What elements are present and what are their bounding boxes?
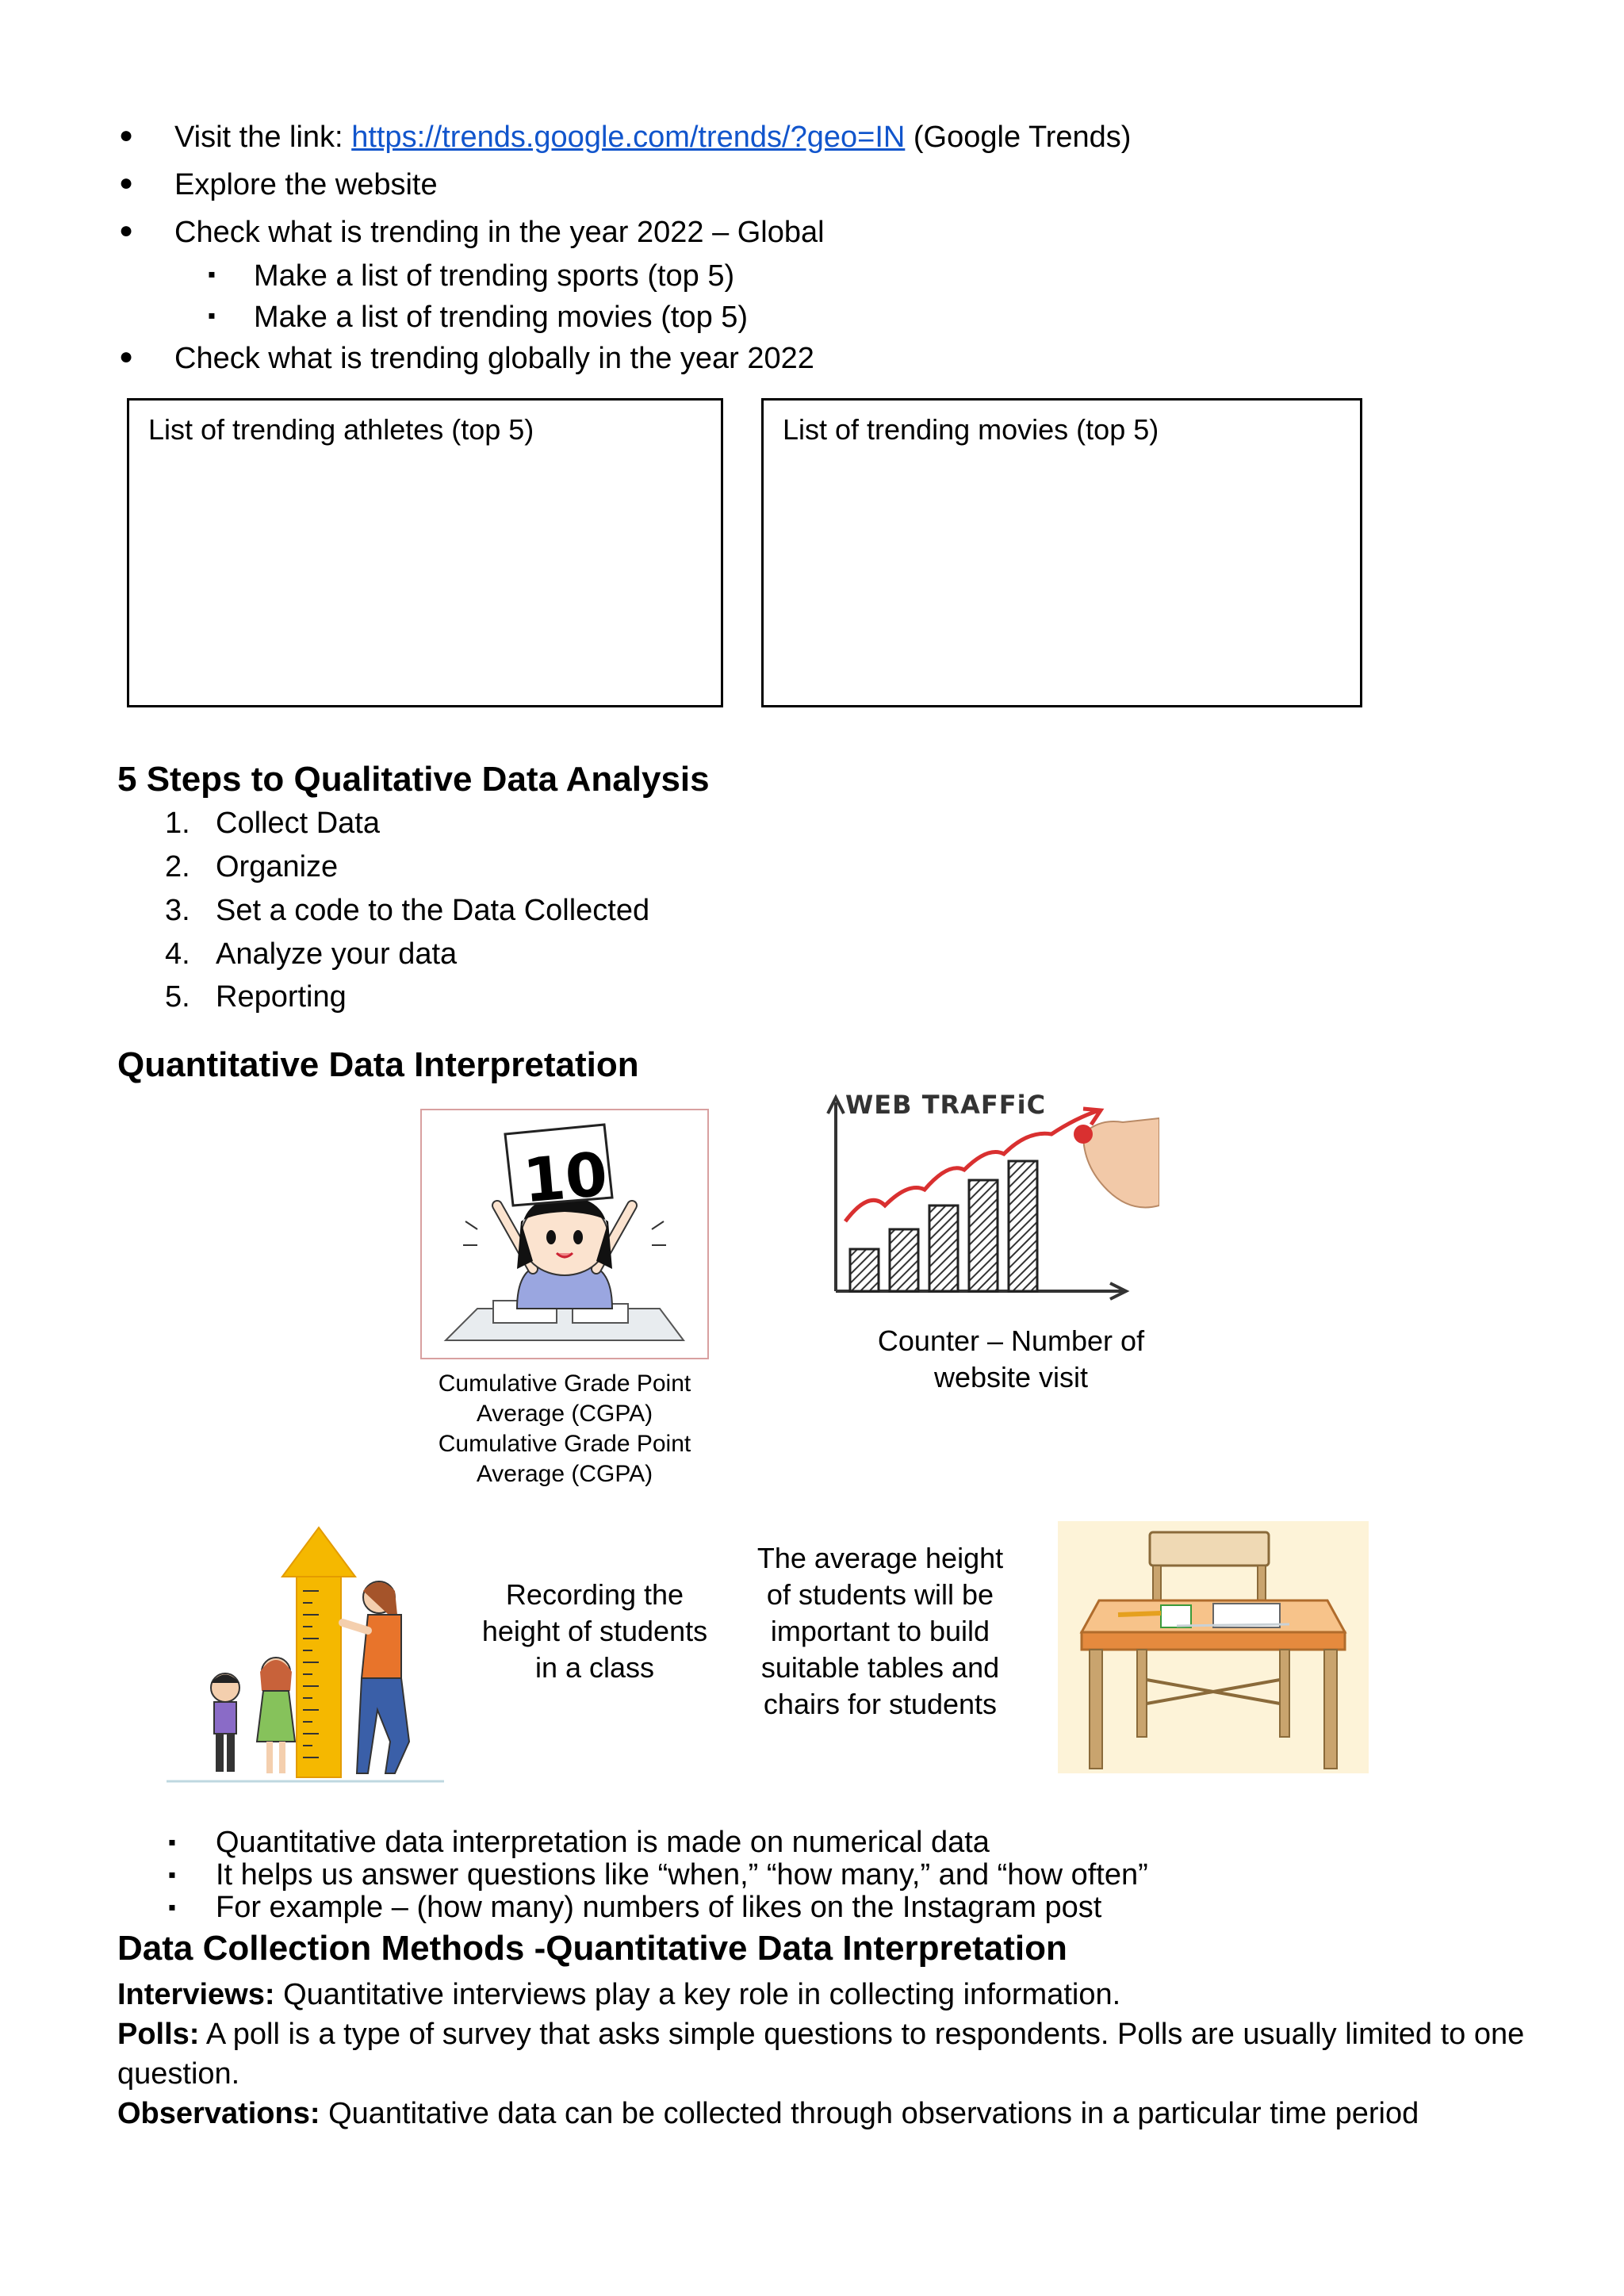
height-caption-line: Recording the xyxy=(505,1578,684,1611)
counter-caption xyxy=(841,1323,1182,1396)
height-measuring-illustration xyxy=(163,1504,447,1789)
methods-heading: Data Collection Methods -Quantitative Data Interpretation xyxy=(117,1929,1067,1968)
square-bullet: ▪ xyxy=(168,1830,176,1854)
bullet-dot: ● xyxy=(119,217,134,243)
step-item: Reporting xyxy=(216,980,347,1014)
cgpa-caption-line: Average (CGPA) xyxy=(476,1461,653,1487)
height-caption-line: in a class xyxy=(534,1651,655,1684)
step-item: Set a code to the Data Collected xyxy=(216,894,650,927)
movies-box-label: List of trending movies (top 5) xyxy=(783,413,1159,446)
height-measurement-image xyxy=(163,1504,447,1789)
square-bullet: ▪ xyxy=(168,1895,176,1919)
sub-bullet-sports: Make a list of trending sports (top 5) xyxy=(254,259,735,293)
polls-text: A poll is a type of survey that asks simple questions to respondents. Polls are usually limited to one question. xyxy=(117,2018,1525,2091)
school-desk-image xyxy=(1058,1521,1369,1773)
web-traffic-chart-image xyxy=(822,1087,1159,1309)
step-number: 2. xyxy=(165,850,190,884)
athletes-answer-box[interactable] xyxy=(127,398,723,707)
quantitative-heading: Quantitative Data Interpretation xyxy=(117,1045,639,1084)
bullet-explore: Explore the website xyxy=(174,168,438,201)
step-number: 1. xyxy=(165,807,190,840)
quantitative-point: For example – (how many) numbers of likes on the Instagram post xyxy=(216,1891,1102,1924)
height-caption xyxy=(468,1577,722,1686)
web-traffic-illustration xyxy=(822,1087,1159,1309)
sub-bullet-movies: Make a list of trending movies (top 5) xyxy=(254,301,749,334)
step-number: 4. xyxy=(165,937,190,971)
observations-text: Quantitative data can be collected through observations in a particular time period xyxy=(320,2097,1419,2130)
interviews-paragraph xyxy=(117,1975,1529,2014)
quantitative-point: Quantitative data interpretation is made on numerical data xyxy=(216,1826,990,1859)
step-item: Collect Data xyxy=(216,807,380,840)
step-number: 5. xyxy=(165,980,190,1014)
bullet-visit-link xyxy=(174,119,1131,157)
cgpa-illustration xyxy=(420,1109,709,1359)
bullet-dot: ● xyxy=(119,170,134,196)
square-bullet: ▪ xyxy=(208,303,216,328)
google-trends-link[interactable]: https://trends.google.com/trends/?geo=IN xyxy=(351,121,906,154)
card-number: 10 xyxy=(520,1138,611,1217)
square-bullet: ▪ xyxy=(168,1862,176,1887)
movies-answer-box[interactable] xyxy=(761,398,1362,707)
visit-prefix: Visit the link: xyxy=(174,121,352,154)
interviews-label: Interviews: xyxy=(117,1978,275,2011)
height-caption-line: height of students xyxy=(481,1615,708,1647)
cgpa-caption-line: Cumulative Grade Point xyxy=(438,1370,691,1397)
step-item: Organize xyxy=(216,850,339,884)
athletes-box-label: List of trending athletes (top 5) xyxy=(148,413,534,446)
qualitative-heading: 5 Steps to Qualitative Data Analysis xyxy=(117,760,710,799)
average-height-caption-line: The average height xyxy=(756,1542,1004,1574)
desk-chair-illustration xyxy=(1058,1521,1369,1773)
interviews-text: Quantitative interviews play a key role in collecting information. xyxy=(274,1978,1121,2011)
visit-suffix: (Google Trends) xyxy=(905,121,1132,154)
quantitative-point: It helps us answer questions like “when,” “how many,” and “how often” xyxy=(216,1858,1148,1892)
average-height-caption-line: of students will be xyxy=(766,1578,994,1611)
average-height-caption-line: important to build xyxy=(770,1615,990,1647)
bullet-dot: ● xyxy=(119,122,134,148)
average-height-caption-line: chairs for students xyxy=(763,1688,998,1720)
observations-paragraph xyxy=(117,2094,1529,2133)
observations-label: Observations: xyxy=(117,2097,320,2130)
average-height-caption xyxy=(745,1540,1015,1723)
bullet-trending-global: Check what is trending in the year 2022 – Global xyxy=(174,216,825,249)
step-number: 3. xyxy=(165,894,190,927)
polls-label: Polls: xyxy=(117,2018,200,2051)
average-height-caption-line: suitable tables and xyxy=(760,1651,1000,1684)
cgpa-caption xyxy=(412,1369,717,1489)
polls-paragraph xyxy=(117,2014,1529,2094)
step-item: Analyze your data xyxy=(216,937,458,971)
counter-caption-line: Counter – Number of xyxy=(877,1324,1145,1357)
square-bullet: ▪ xyxy=(208,262,216,286)
counter-caption-line: website visit xyxy=(933,1361,1089,1393)
cgpa-caption-line: Cumulative Grade Point xyxy=(438,1431,691,1457)
web-traffic-label: WEB TRAFFiC xyxy=(845,1090,1047,1120)
cgpa-caption-line: Average (CGPA) xyxy=(476,1401,653,1427)
bullet-dot: ● xyxy=(119,343,134,370)
bullet-trending-globally: Check what is trending globally in the year 2022 xyxy=(174,342,814,375)
